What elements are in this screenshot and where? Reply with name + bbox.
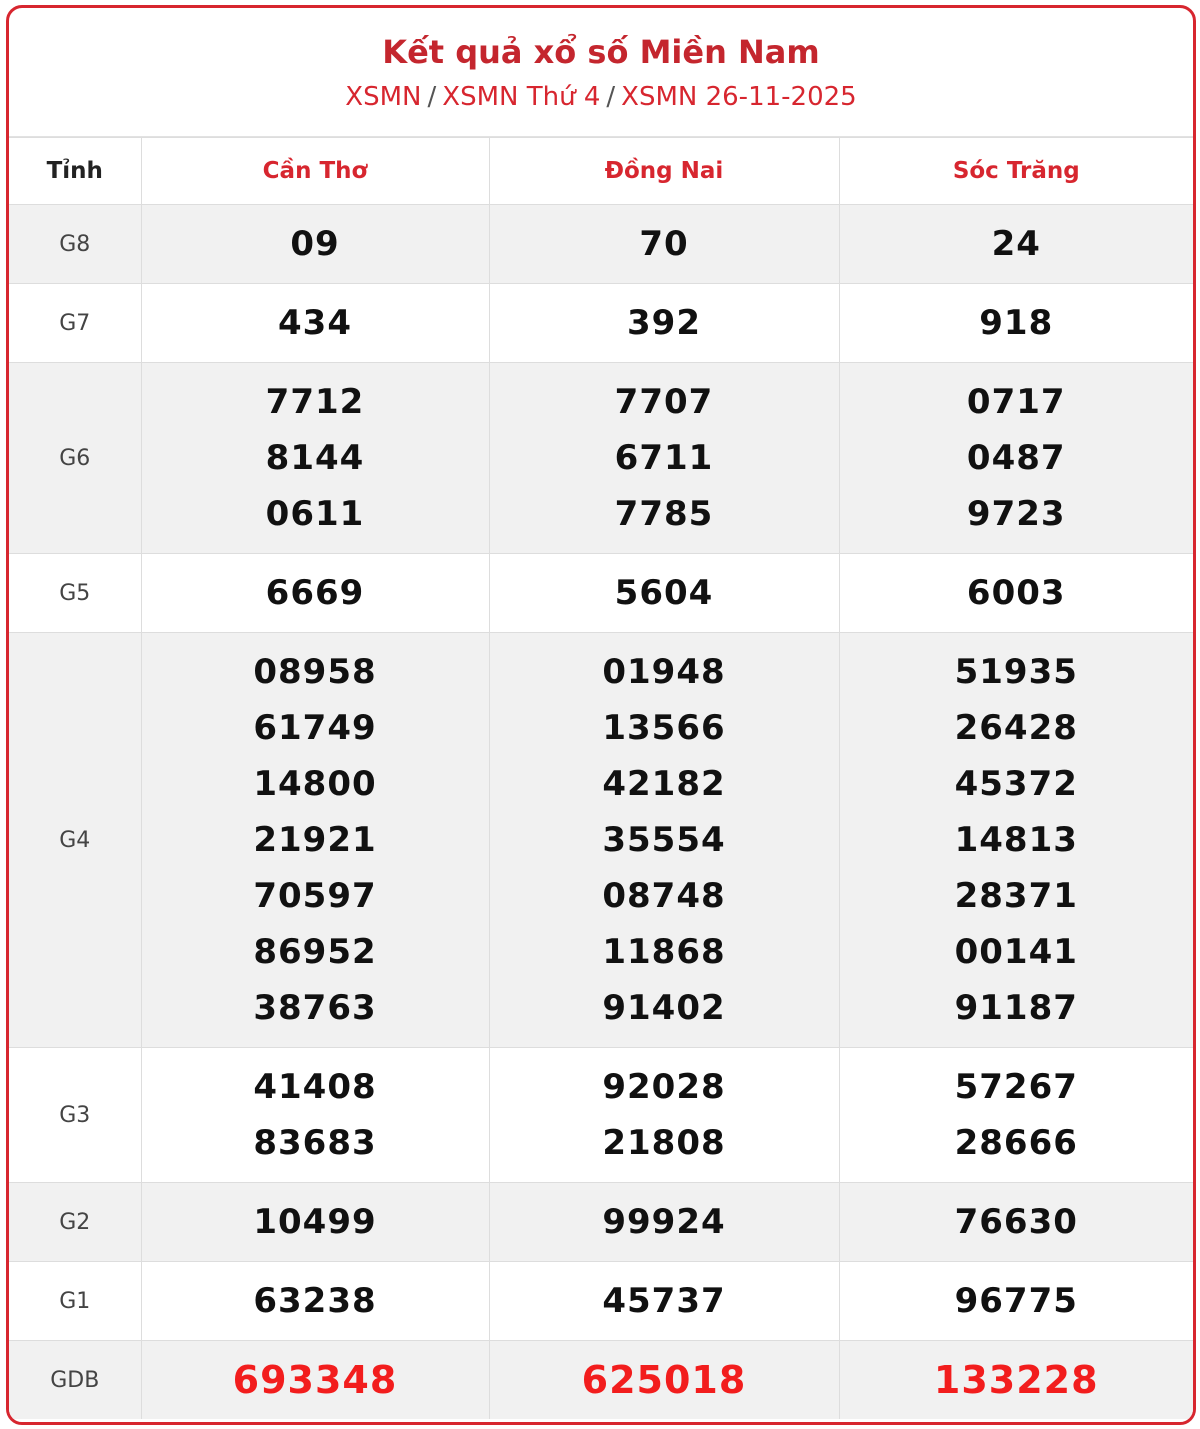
- prize-cell: [489, 1262, 839, 1341]
- prize-number: 61749: [253, 708, 377, 748]
- prize-number: 7712: [265, 382, 365, 422]
- prize-number: 63238: [253, 1281, 377, 1321]
- prize-row-g3: [9, 1048, 1193, 1183]
- column-header-dong-nai[interactable]: Đồng Nai: [489, 138, 839, 205]
- prize-number: 10499: [253, 1202, 377, 1242]
- prize-number: 41408: [253, 1067, 377, 1107]
- prize-cell: [489, 205, 839, 284]
- prize-number: 28371: [954, 876, 1078, 916]
- breadcrumb-link-xsmn[interactable]: XSMN: [345, 82, 422, 112]
- prize-number: 08748: [602, 876, 726, 916]
- prize-number: 6711: [614, 438, 714, 478]
- prize-number: 21921: [253, 820, 377, 860]
- prize-number: 0611: [265, 494, 365, 534]
- prize-cell: [141, 1183, 489, 1262]
- prize-number: 42182: [602, 764, 726, 804]
- prize-number: 45737: [602, 1281, 726, 1321]
- prize-cell: [839, 1262, 1193, 1341]
- prize-row-g6: [9, 363, 1193, 554]
- prize-number: 9723: [966, 494, 1066, 534]
- prize-number: 00141: [954, 932, 1078, 972]
- prize-label: G6: [9, 363, 141, 554]
- prize-cell: [489, 1183, 839, 1262]
- prize-number: 38763: [253, 988, 377, 1028]
- prize-number: 8144: [265, 438, 365, 478]
- prize-cell: [141, 1341, 489, 1420]
- prize-cell: [141, 1262, 489, 1341]
- prize-row-g5: [9, 554, 1193, 633]
- prize-number: 6003: [966, 573, 1066, 613]
- prize-number: 99924: [602, 1202, 726, 1242]
- prize-cell: [839, 363, 1193, 554]
- jackpot-number: 133228: [933, 1358, 1099, 1402]
- prize-cell: [489, 1341, 839, 1420]
- prize-number: 5604: [614, 573, 714, 613]
- prize-cell: [141, 205, 489, 284]
- breadcrumb-link-xsmn-thu4[interactable]: XSMN Thứ 4: [442, 82, 601, 112]
- prize-cell: [839, 284, 1193, 363]
- prize-cell: [489, 284, 839, 363]
- prize-label: G7: [9, 284, 141, 363]
- prize-row-g7: [9, 284, 1193, 363]
- table-header-row: [9, 138, 1193, 205]
- prize-number: 0717: [966, 382, 1066, 422]
- prize-cell: [489, 554, 839, 633]
- prize-number: 918: [979, 303, 1054, 343]
- prize-row-g2: [9, 1183, 1193, 1262]
- prize-cell: [141, 1048, 489, 1183]
- prize-number: 08958: [253, 652, 377, 692]
- prize-label: G5: [9, 554, 141, 633]
- prize-number: 434: [278, 303, 352, 343]
- prize-number: 57267: [954, 1067, 1078, 1107]
- prize-number: 86952: [253, 932, 377, 972]
- breadcrumb: [9, 80, 1193, 114]
- prize-number: 28666: [954, 1123, 1078, 1163]
- prize-number: 13566: [602, 708, 726, 748]
- prize-number: 96775: [954, 1281, 1078, 1321]
- prize-cell: [839, 1048, 1193, 1183]
- prize-number: 92028: [602, 1067, 726, 1107]
- prize-number: 392: [627, 303, 701, 343]
- prize-number: 83683: [253, 1123, 377, 1163]
- prize-label: GDB: [9, 1341, 141, 1420]
- results-table: [9, 137, 1193, 1419]
- prize-cell: [141, 363, 489, 554]
- prize-label: G2: [9, 1183, 141, 1262]
- prize-number: 70: [639, 224, 689, 264]
- prize-label: G8: [9, 205, 141, 284]
- prize-label: G4: [9, 633, 141, 1048]
- prize-number: 14800: [253, 764, 377, 804]
- prize-cell: [839, 205, 1193, 284]
- prize-number: 35554: [602, 820, 726, 860]
- results-header: [9, 8, 1193, 137]
- prize-number: 91402: [602, 988, 726, 1028]
- jackpot-number: 693348: [232, 1358, 398, 1402]
- prize-cell: [839, 1341, 1193, 1420]
- prize-label: G3: [9, 1048, 141, 1183]
- prize-label: G1: [9, 1262, 141, 1341]
- prize-number: 09: [290, 224, 340, 264]
- prize-number: 01948: [602, 652, 726, 692]
- breadcrumb-link-xsmn-date[interactable]: XSMN 26-11-2025: [621, 82, 857, 112]
- prize-number: 24: [991, 224, 1041, 264]
- page-title: Kết quả xổ số Miền Nam: [382, 33, 820, 71]
- jackpot-number: 625018: [581, 1358, 747, 1402]
- prize-number: 45372: [954, 764, 1078, 804]
- prize-row-gdb: [9, 1341, 1193, 1420]
- prize-number: 7707: [614, 382, 714, 422]
- prize-number: 70597: [253, 876, 377, 916]
- prize-number: 14813: [954, 820, 1078, 860]
- prize-cell: [489, 1048, 839, 1183]
- prize-row-g4: [9, 633, 1193, 1048]
- breadcrumb-separator: /: [427, 82, 437, 112]
- breadcrumb-separator: /: [606, 82, 616, 112]
- prize-cell: [489, 363, 839, 554]
- prize-number: 26428: [954, 708, 1078, 748]
- prize-number: 76630: [954, 1202, 1078, 1242]
- prize-number: 91187: [954, 988, 1078, 1028]
- prize-number: 6669: [265, 573, 365, 613]
- prize-cell: [489, 633, 839, 1048]
- prize-number: 7785: [614, 494, 714, 534]
- prize-row-g8: [9, 205, 1193, 284]
- column-header-can-tho[interactable]: Cần Thơ: [141, 138, 489, 205]
- prize-cell: [141, 284, 489, 363]
- prize-cell: [839, 633, 1193, 1048]
- prize-number: 21808: [602, 1123, 726, 1163]
- column-header-soc-trang[interactable]: Sóc Trăng: [839, 138, 1193, 205]
- prize-number: 51935: [954, 652, 1078, 692]
- prize-number: 0487: [966, 438, 1066, 478]
- prize-cell: [141, 554, 489, 633]
- column-header-province-label: Tỉnh: [9, 138, 141, 205]
- prize-cell: [839, 554, 1193, 633]
- prize-cell: [839, 1183, 1193, 1262]
- prize-number: 11868: [602, 932, 726, 972]
- prize-cell: [141, 633, 489, 1048]
- prize-row-g1: [9, 1262, 1193, 1341]
- results-card: [6, 5, 1196, 1425]
